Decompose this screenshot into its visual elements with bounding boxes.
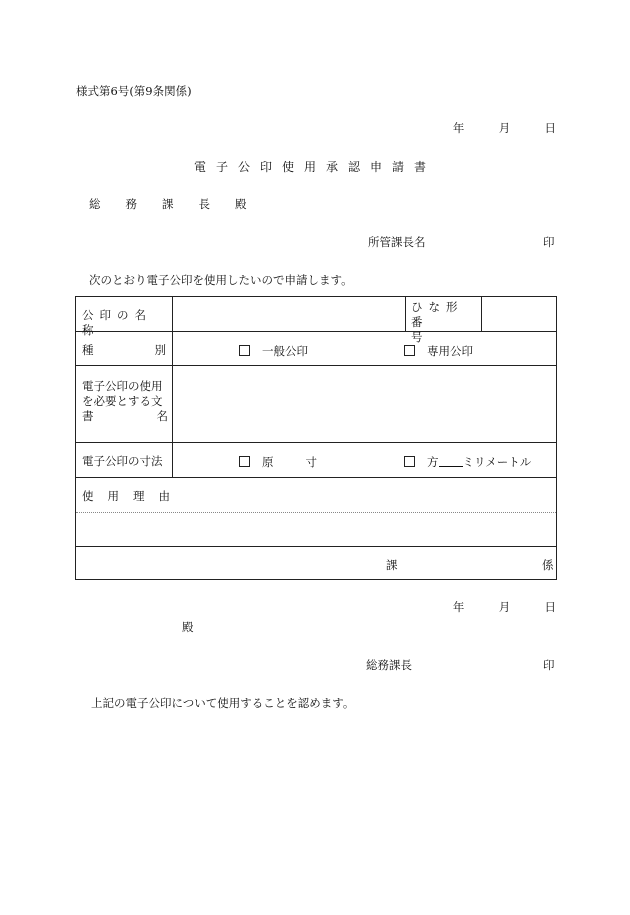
square-size-option[interactable]: 方 ミリメートル (404, 454, 531, 470)
year-label-bottom: 年 (452, 600, 465, 614)
documents-field[interactable] (176, 368, 554, 440)
millimeter-blank[interactable] (439, 456, 463, 467)
dedicated-seal-option[interactable]: 専用公印 (404, 343, 473, 359)
applicant-seal: 印 (543, 235, 555, 249)
application-table (75, 296, 557, 580)
square-size-checkbox[interactable] (404, 456, 415, 467)
approver-seal: 印 (543, 658, 555, 672)
day-label: 日 (544, 121, 556, 135)
approval-text: 上記の電子公印について使用することを認めます。 (91, 696, 355, 710)
addressee: 総務課長殿 (89, 197, 272, 211)
month-label: 月 (498, 121, 511, 135)
staff-label: 係 (542, 558, 554, 572)
intro-text: 次のとおり電子公印を使用したいので申請します。 (89, 273, 353, 287)
approver-label: 総務課長 (366, 658, 412, 672)
documents-label: 電子公印の使用 を必要とする文 書 名 (82, 379, 168, 423)
dedicated-seal-checkbox[interactable] (404, 345, 415, 356)
document-title: 電子公印使用承認申請書 (193, 160, 436, 174)
form-number: 様式第6号(第9条関係) (76, 84, 192, 98)
seal-name-field[interactable] (176, 300, 403, 329)
year-label: 年 (452, 121, 465, 135)
addressee-suffix: 殿 (182, 620, 194, 634)
general-seal-checkbox[interactable] (239, 345, 250, 356)
applicant-label: 所管課長名 (368, 235, 426, 249)
date-top (453, 123, 556, 135)
pattern-number-field[interactable] (484, 300, 554, 329)
reason-label: 使用理由 (82, 489, 184, 503)
original-size-option[interactable]: 原 寸 (239, 454, 317, 470)
size-label: 電子公印の寸法 (82, 454, 163, 468)
original-size-checkbox[interactable] (239, 456, 250, 467)
type-label: 種 別 (82, 343, 166, 357)
reason-field[interactable] (80, 515, 552, 544)
section-label: 課 (386, 558, 398, 572)
month-label-bottom: 月 (498, 600, 511, 614)
day-label-bottom: 日 (544, 600, 556, 614)
seal-name-label: 公印の名称 (82, 308, 152, 337)
pattern-number-label: ひな形番 号 (411, 300, 464, 344)
date-bottom (453, 602, 556, 614)
general-seal-option[interactable]: 一般公印 (239, 343, 308, 359)
